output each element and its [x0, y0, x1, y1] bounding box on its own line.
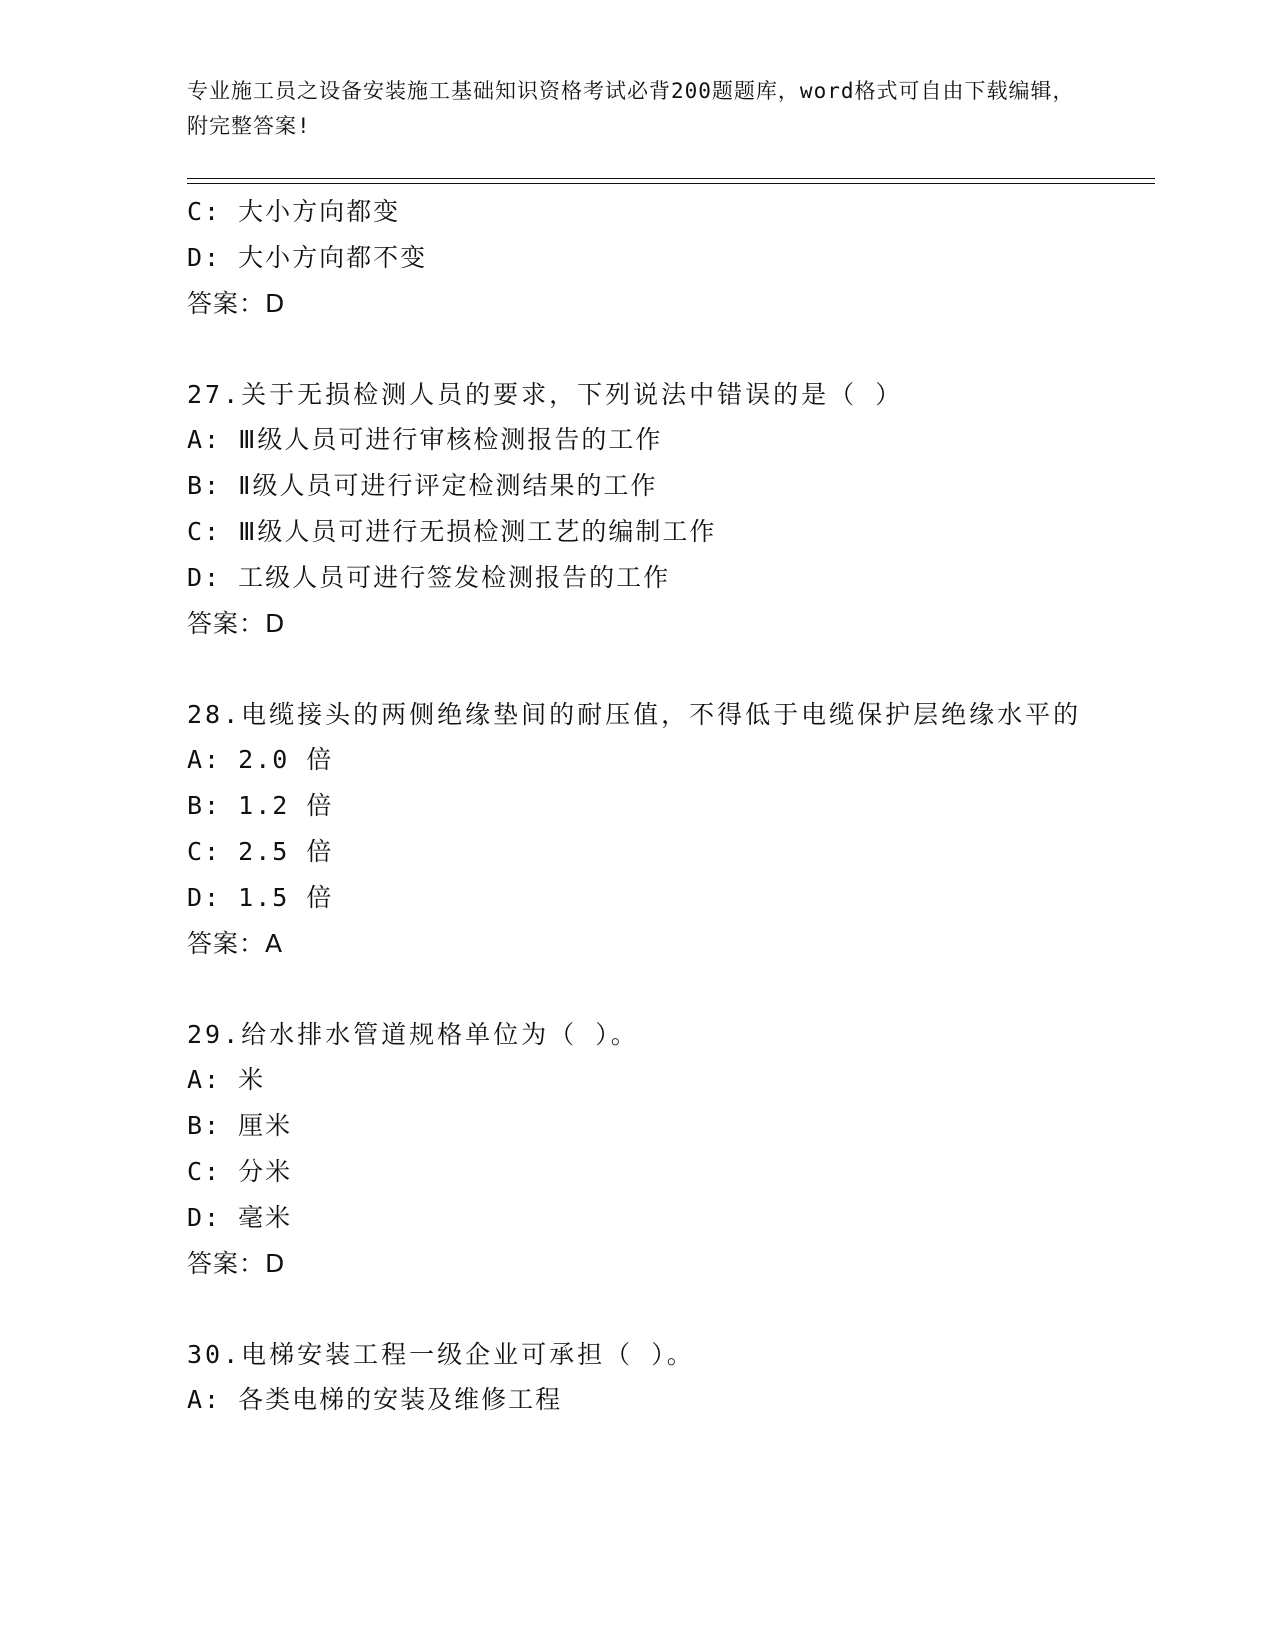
question-block-26 [187, 189, 1087, 327]
answer-line: 答案：D [187, 289, 286, 318]
option-c: C: 分米 [187, 1157, 293, 1186]
option-a: A: 2.0 倍 [187, 745, 334, 774]
question-block-27 [187, 373, 1087, 647]
option-a: A: 各类电梯的安装及维修工程 [187, 1385, 563, 1414]
option-d: D: 毫米 [187, 1203, 293, 1232]
option-d: D: 1.5 倍 [187, 883, 334, 912]
answer-line: 答案：D [187, 609, 286, 638]
question-stem: 29.给水排水管道规格单位为（ ）。 [187, 1020, 639, 1049]
option-c: C: 2.5 倍 [187, 837, 334, 866]
question-block-30 [187, 1333, 1087, 1423]
spacer [187, 327, 1087, 373]
question-block-28 [187, 693, 1087, 967]
question-stem: 27.关于无损检测人员的要求，下列说法中错误的是（ ） [187, 380, 904, 409]
question-block-29 [187, 1013, 1087, 1287]
question-stem: 30.电梯安装工程一级企业可承担（ ）。 [187, 1340, 695, 1369]
question-stem: 28.电缆接头的两侧绝缘垫间的耐压值，不得低于电缆保护层绝缘水平的 [187, 700, 1082, 729]
option-b: B: 厘米 [187, 1111, 293, 1140]
option-a: A: 米 [187, 1065, 266, 1094]
spacer [187, 647, 1087, 693]
option-b: B: Ⅱ级人员可进行评定检测结果的工作 [187, 471, 658, 500]
header-rule-bottom [187, 183, 1155, 184]
answer-line: 答案：D [187, 1249, 286, 1278]
option-d: D: 工级人员可进行签发检测报告的工作 [187, 563, 671, 592]
option-c: C: 大小方向都变 [187, 197, 401, 226]
option-c: C: Ⅲ级人员可进行无损检测工艺的编制工作 [187, 517, 717, 546]
question-list [187, 189, 1087, 1423]
header-rule-top [187, 178, 1155, 179]
header-title: 专业施工员之设备安装施工基础知识资格考试必背200题题库，word格式可自由下载编辑，附完整答案! [187, 79, 1075, 138]
option-b: B: 1.2 倍 [187, 791, 334, 820]
spacer [187, 1287, 1087, 1333]
answer-line: 答案：A [187, 929, 284, 958]
option-a: A: Ⅲ级人员可进行审核检测报告的工作 [187, 425, 663, 454]
spacer [187, 967, 1087, 1013]
document-header [187, 74, 1087, 144]
option-d: D: 大小方向都不变 [187, 243, 428, 272]
